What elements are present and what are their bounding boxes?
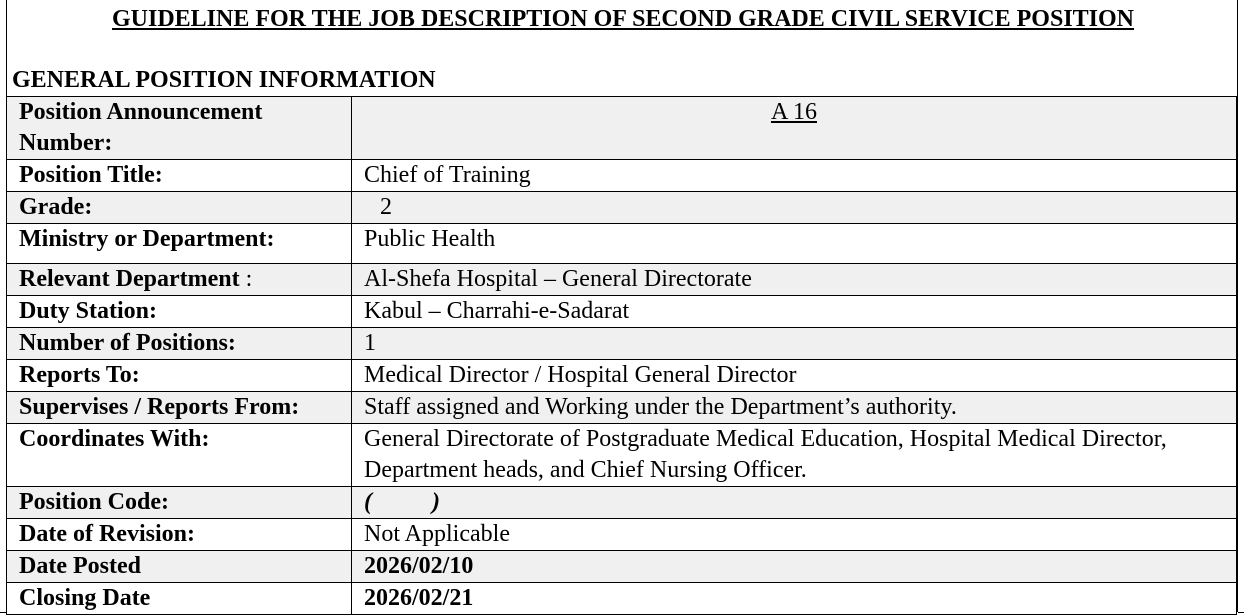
supervises-label: Supervises / Reports From: <box>7 392 352 424</box>
number-of-positions-label: Number of Positions: <box>7 328 352 360</box>
table-row <box>7 487 1237 519</box>
date-of-revision-label: Date of Revision: <box>7 519 352 551</box>
reports-to-label: Reports To: <box>7 360 352 392</box>
announcement-value-cell <box>352 97 1237 160</box>
corner-mark-right <box>1238 612 1244 613</box>
coordinates-value: General Directorate of Postgraduate Medical Education, Hospital Medical Director, Department heads, and Chief Nursing Officer. <box>352 424 1237 487</box>
duty-station-value: Kabul – Charrahi-e-Sadarat <box>352 296 1237 328</box>
relevant-department-label: Relevant Department <box>19 266 240 292</box>
position-title-value: Chief of Training <box>352 160 1237 192</box>
supervises-value: Staff assigned and Working under the Department’s authority. <box>352 392 1237 424</box>
table-row <box>7 264 1237 296</box>
table-row <box>7 192 1237 224</box>
announcement-label: Position Announcement Number: <box>7 97 352 160</box>
grade-label: Grade: <box>7 192 352 224</box>
relevant-department-label-suffix: : <box>239 266 253 292</box>
position-info-table <box>6 96 1237 615</box>
position-code-value: ( ) <box>364 489 440 515</box>
table-row <box>7 160 1237 192</box>
grade-value-cell <box>352 192 1237 224</box>
table-row <box>7 424 1237 487</box>
ministry-value: Public Health <box>352 224 1237 264</box>
announcement-value: A 16 <box>770 99 817 125</box>
closing-date-value: 2026/02/21 <box>352 583 1237 615</box>
relevant-department-label-cell <box>7 264 352 296</box>
position-code-value-cell <box>352 487 1237 519</box>
table-row <box>7 328 1237 360</box>
table-row <box>7 392 1237 424</box>
position-code-label: Position Code: <box>7 487 352 519</box>
table-row <box>7 224 1237 264</box>
date-of-revision-value: Not Applicable <box>352 519 1237 551</box>
date-posted-label: Date Posted <box>7 551 352 583</box>
coordinates-label: Coordinates With: <box>7 424 352 487</box>
position-title-label: Position Title: <box>7 160 352 192</box>
table-row <box>7 583 1237 615</box>
number-of-positions-value: 1 <box>352 328 1237 360</box>
document-title: GUIDELINE FOR THE JOB DESCRIPTION OF SECOND GRADE CIVIL SERVICE POSITION <box>111 6 1135 32</box>
table-row <box>7 360 1237 392</box>
table-row <box>7 97 1237 160</box>
table-row <box>7 296 1237 328</box>
date-posted-value: 2026/02/10 <box>352 551 1237 583</box>
reports-to-value: Medical Director / Hospital General Director <box>352 360 1237 392</box>
table-row <box>7 519 1237 551</box>
section-heading: GENERAL POSITION INFORMATION <box>12 67 436 93</box>
ministry-label: Ministry or Department: <box>7 224 352 264</box>
duty-station-label: Duty Station: <box>7 296 352 328</box>
relevant-department-value: Al-Shefa Hospital – General Directorate <box>352 264 1237 296</box>
corner-mark-left <box>0 612 6 613</box>
closing-date-label: Closing Date <box>7 583 352 615</box>
grade-value: 2 <box>380 194 392 220</box>
table-row <box>7 551 1237 583</box>
